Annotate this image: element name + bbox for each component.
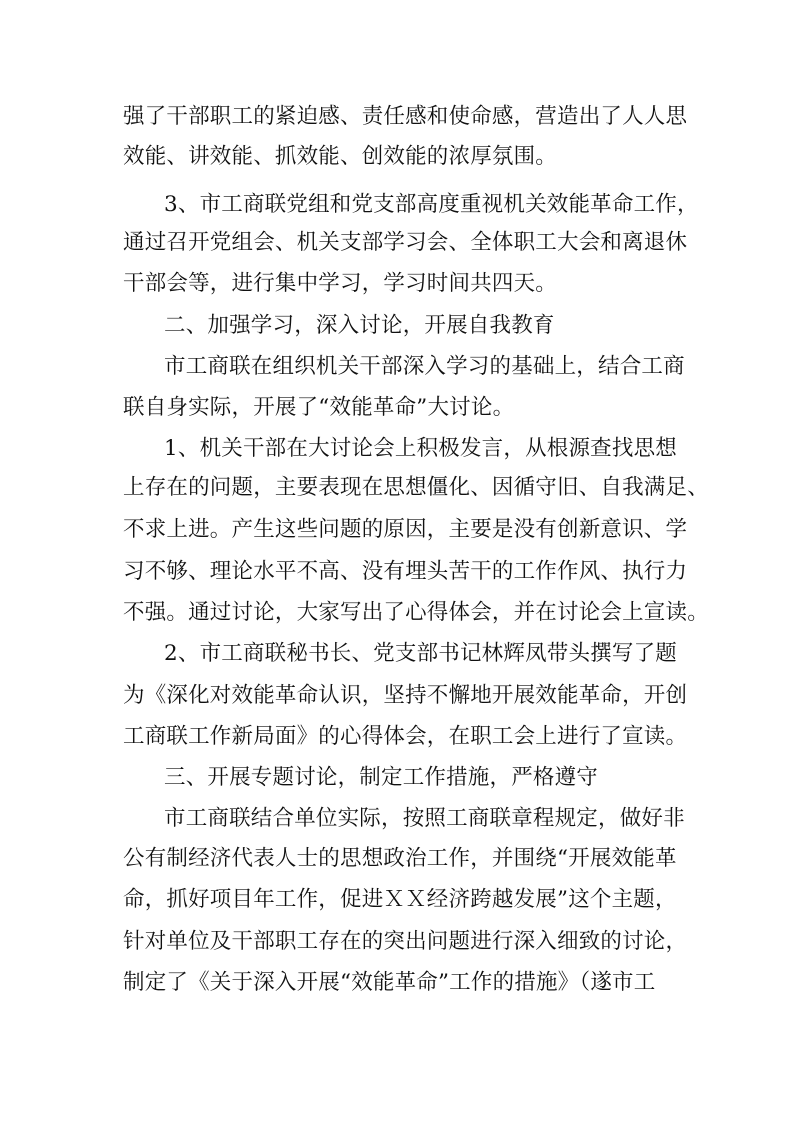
text-line: 命，抓好项目年工作，促进ＸＸ经济跨越发展”这个主题， (123, 887, 677, 912)
text-line: 联自身实际，开展了“效能革命”大讨论。 (123, 395, 515, 420)
section-heading: 三、开展专题讨论，制定工作措施，严格遵守 (164, 765, 599, 790)
text-line: 上存在的问题，主要表现在思想僵化、因循守旧、自我满足、 (123, 475, 709, 500)
text-line: 针对单位及干部职工存在的突出问题进行深入细致的讨论， (123, 929, 688, 954)
section-heading: 二、加强学习，深入讨论，开展自我教育 (164, 313, 555, 338)
text-line: 强了干部职工的紧迫感、责任感和使命感，营造出了人人思 (123, 104, 688, 129)
paragraph-start: 1、机关干部在大讨论会上积极发言，从根源查找思想 (164, 436, 677, 461)
text-line: 不求上进。产生这些问题的原因，主要是没有创新意识、学 (123, 517, 688, 542)
text-line: 工商联工作新局面》的心得体会，在职工会上进行了宣读。 (123, 724, 688, 749)
paragraph-start: 市工商联在组织机关干部深入学习的基础上，结合工商 (164, 354, 685, 379)
paragraph-start: 2、市工商联秘书长、党支部书记林辉凤带头撰写了题 (164, 641, 677, 666)
text-line: 公有制经济代表人士的思想政治工作，并围绕“开展效能革 (123, 846, 677, 871)
text-line: 习不够、理论水平不高、没有埋头苦干的工作作风、执行力 (123, 559, 688, 584)
text-line: 通过召开党组会、机关支部学习会、全体职工大会和离退休 (123, 230, 688, 255)
text-line: 干部会等，进行集中学习，学习时间共四天。 (123, 271, 558, 296)
text-line: 为《深化对效能革命认识，坚持不懈地开展效能革命，开创 (123, 683, 688, 708)
text-line: 制定了《关于深入开展“效能革命”工作的措施》（遂市工 (123, 970, 656, 995)
paragraph-start: 市工商联结合单位实际，按照工商联章程规定，做好非 (164, 806, 685, 831)
paragraph-start: 3、市工商联党组和党支部高度重视机关效能革命工作， (164, 192, 699, 217)
text-line: 效能、讲效能、抓效能、创效能的浓厚氛围。 (123, 144, 558, 169)
text-line: 不强。通过讨论，大家写出了心得体会，并在讨论会上宣读。 (123, 600, 709, 625)
